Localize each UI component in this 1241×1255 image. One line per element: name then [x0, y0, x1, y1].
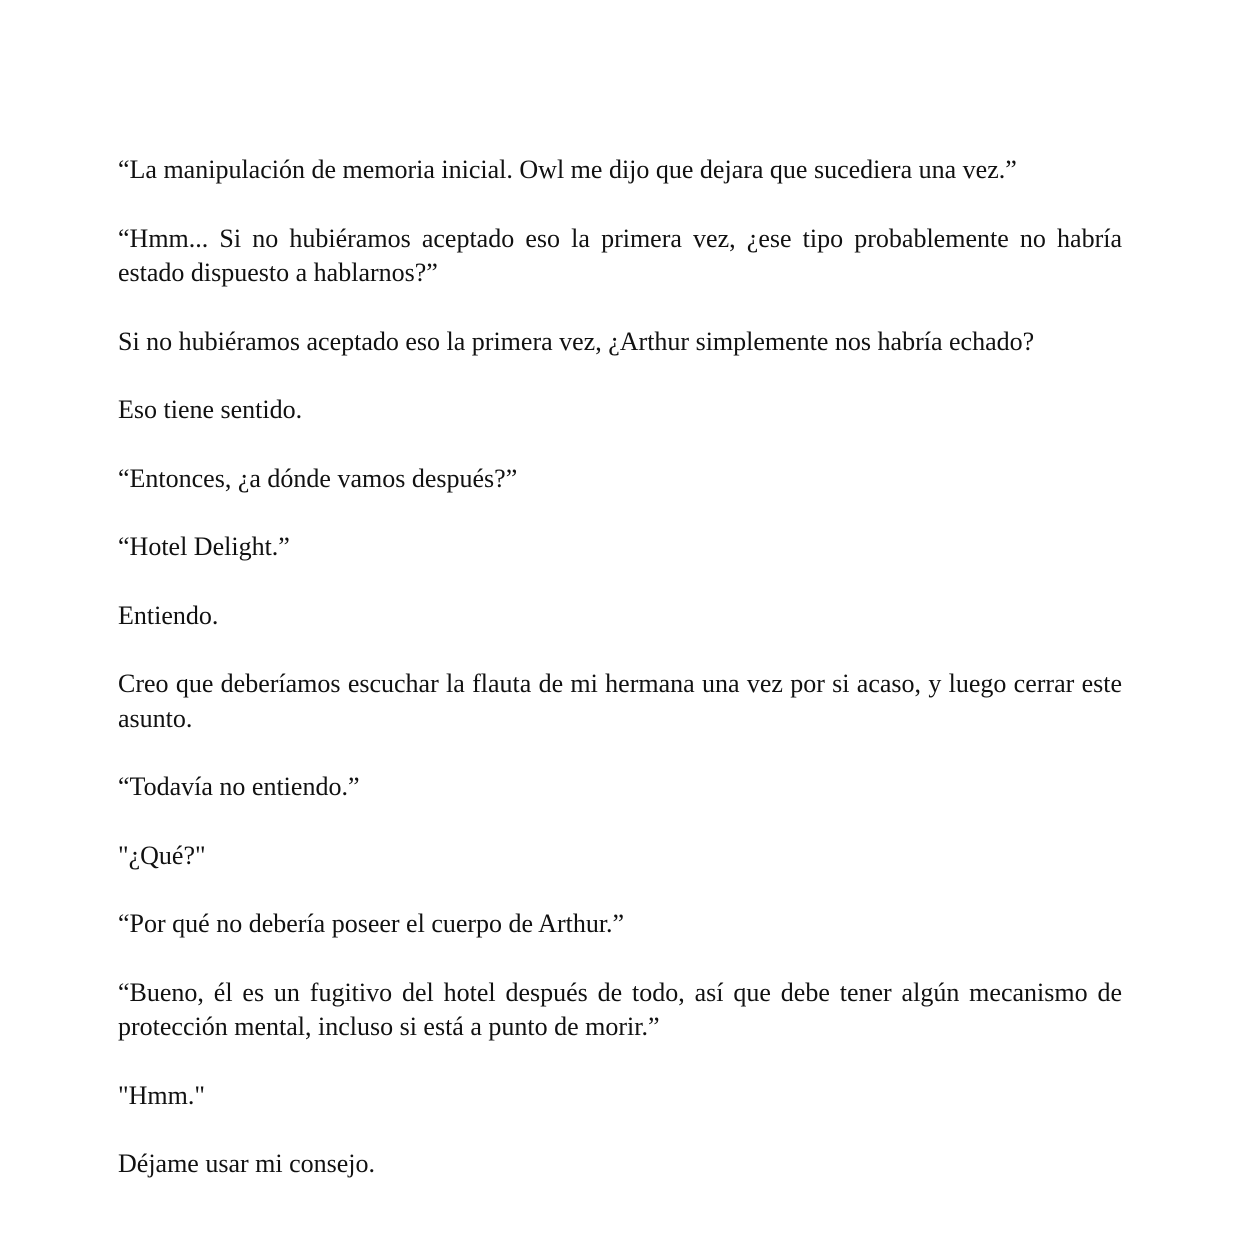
paragraph-12: “Bueno, él es un fugitivo del hotel después de todo, así que debe tener algún mecanismo de protección mental, incluso si está a punto de morir.”	[118, 977, 1122, 1041]
paragraph-13: "Hmm."	[118, 1080, 205, 1110]
paragraph-1: “La manipulación de memoria inicial. Owl me dijo que dejara que sucediera una vez.”	[118, 155, 1017, 184]
paragraph-5: “Entonces, ¿a dónde vamos después?”	[118, 463, 518, 493]
paragraph-11: “Por qué no debería poseer el cuerpo de Arthur.”	[118, 909, 625, 938]
paragraph-6: “Hotel Delight.”	[118, 532, 290, 561]
paragraph-9: “Todavía no entiendo.”	[118, 772, 360, 801]
paragraph-14: Déjame usar mi consejo.	[118, 1149, 376, 1178]
paragraph-10: "¿Qué?"	[118, 840, 206, 870]
paragraph-4: Eso tiene sentido.	[118, 395, 303, 424]
paragraph-8: Creo que deberíamos escuchar la flauta de mi hermana una vez por si acaso, y luego cerrar este asunto.	[118, 669, 1122, 733]
document-body	[118, 153, 1122, 1216]
paragraph-2: “Hmm... Si no hubiéramos aceptado eso la primera vez, ¿ese tipo probablemente no habría estado dispuesto a hablarnos?”	[118, 223, 1122, 287]
paragraph-7: Entiendo.	[118, 600, 219, 630]
paragraph-3: Si no hubiéramos aceptado eso la primera vez, ¿Arthur simplemente nos habría echado?	[118, 326, 1035, 356]
